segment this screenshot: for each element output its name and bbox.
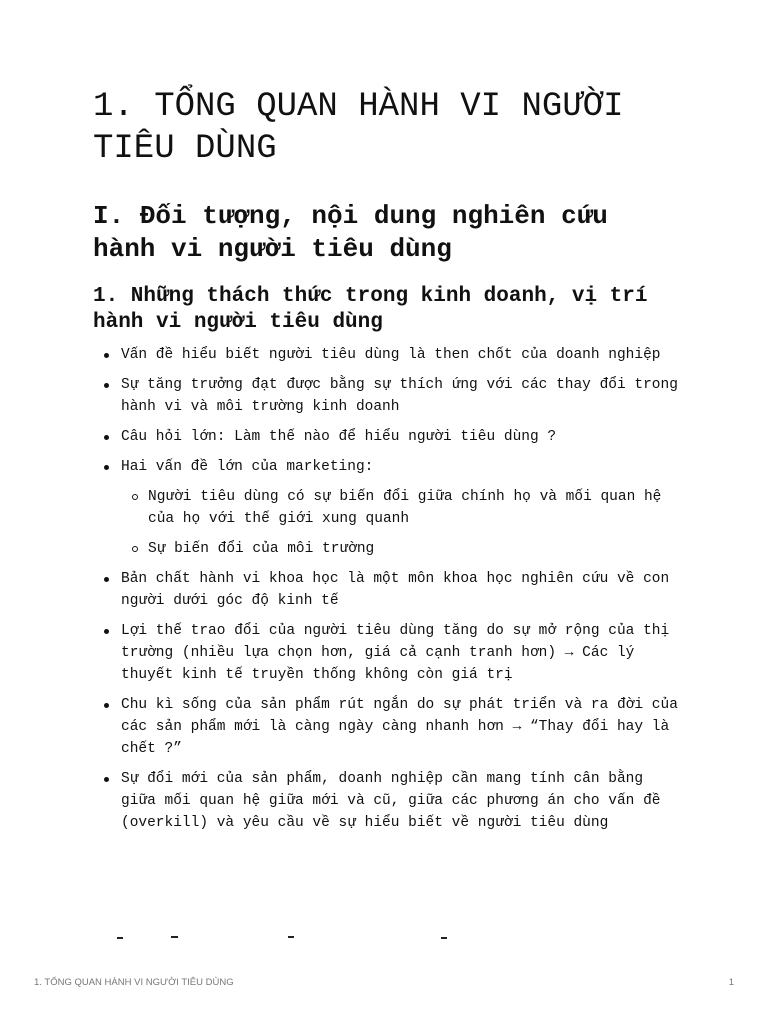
list-item-text: Sự tăng trưởng đạt được bằng sự thích ứng với các thay đổi trong hành vi và môi trường kinh doanh	[121, 377, 678, 415]
bullet-dot-icon	[104, 435, 109, 440]
list-item	[121, 374, 683, 418]
sub-list-item-text: Sự biến đổi của môi trường	[148, 541, 375, 557]
bullet-dot-icon	[104, 577, 109, 582]
list-item-text: Bản chất hành vi khoa học là một môn khoa học nghiên cứu về con người dưới góc độ kinh tế	[121, 571, 670, 609]
sub-list-item-text: Người tiêu dùng có sự biến đổi giữa chính họ và mối quan hệ của họ với thế giới xung quanh	[148, 489, 662, 527]
footer-title: 1. TỔNG QUAN HÀNH VI NGƯỜI TIÊU DÙNG	[34, 977, 234, 988]
list-item-text: Lợi thế trao đổi của người tiêu dùng tăng do sự mở rộng của thị trường (nhiều lựa chọn hơn, giá cả cạnh tranh hơn) → Các lý thuyết kinh tế truyền thống không còn giá trị	[121, 623, 670, 683]
sub-bullet-list	[121, 486, 683, 560]
bullet-list	[93, 344, 683, 834]
list-item-text: Hai vấn đề lớn của marketing:	[121, 459, 374, 475]
sub-list-item	[148, 486, 683, 530]
sub-list-item	[148, 538, 683, 560]
page-number: 1	[728, 977, 734, 988]
bullet-dot-icon	[104, 353, 109, 358]
list-item-text: Vấn đề hiểu biết người tiêu dùng là then chốt của doanh nghiệp	[121, 347, 661, 363]
list-item	[121, 568, 683, 612]
list-item	[121, 694, 683, 760]
list-item	[121, 768, 683, 834]
bullet-dot-icon	[104, 383, 109, 388]
document-body	[93, 86, 683, 842]
list-item-text: Chu kì sống của sản phẩm rút ngắn do sự phát triển và ra đời của các sản phẩm mới là càng ngày càng nhanh hơn → “Thay đổi hay là chết ?”	[121, 697, 678, 757]
subsection-heading: 1. Những thách thức trong kinh doanh, vị trí hành vi người tiêu dùng	[93, 285, 648, 334]
document-title: 1. TỔNG QUAN HÀNH VI NGƯỜI TIÊU DÙNG	[93, 88, 624, 168]
list-item-text: Câu hỏi lớn: Làm thế nào để hiểu người tiêu dùng ?	[121, 429, 557, 445]
bullet-dot-icon	[104, 777, 109, 782]
circle-bullet-icon	[132, 494, 138, 500]
list-item	[121, 426, 683, 448]
list-item-text: Sự đổi mới của sản phẩm, doanh nghiệp cần mang tính cân bằng giữa mối quan hệ giữa mới và cũ, giữa các phương án cho vấn đề (overkill) và yêu cầu về sự hiểu biết về người tiêu dùng	[121, 771, 661, 831]
circle-bullet-icon	[132, 546, 138, 552]
bullet-dot-icon	[104, 465, 109, 470]
list-item	[121, 620, 683, 686]
cut-off-text-fragment	[93, 934, 493, 942]
bullet-dot-icon	[104, 703, 109, 708]
list-item	[121, 456, 683, 560]
section-heading: I. Đối tượng, nội dung nghiên cứu hành vi người tiêu dùng	[93, 201, 608, 264]
list-item	[121, 344, 683, 366]
bullet-dot-icon	[104, 629, 109, 634]
